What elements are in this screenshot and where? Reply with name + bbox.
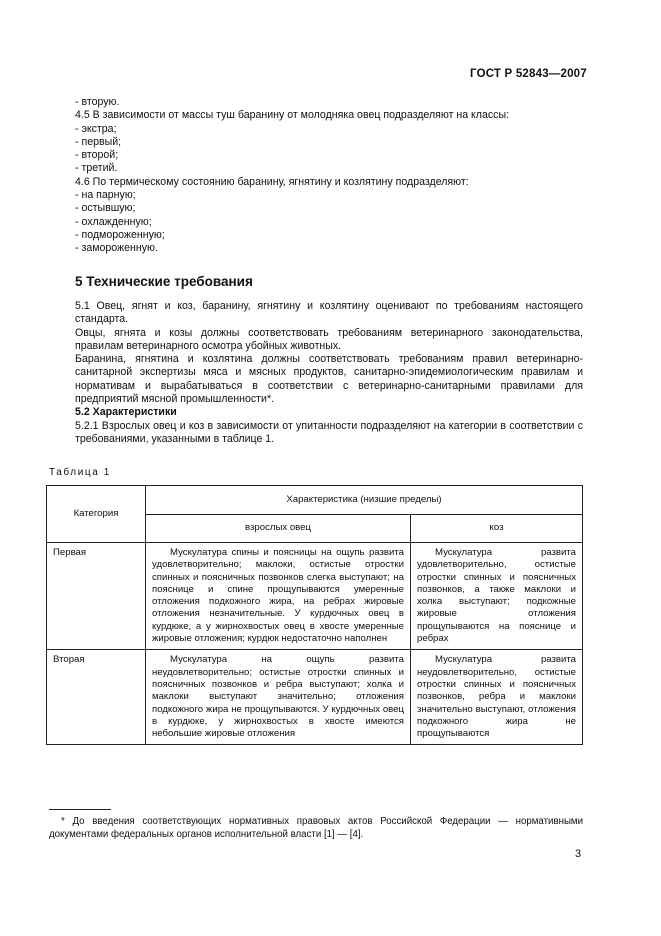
list-line: 4.5 В зависимости от массы туш баранину от молодняка овец подразделяют на классы:: [75, 109, 510, 122]
document-code: ГОСТ Р 52843—2007: [470, 68, 587, 80]
paragraph-5-1: 5.1 Овец, ягнят и коз, баранину, ягнятину и козлятину оценивают по требованиям настоящего стандарта.: [75, 300, 583, 326]
row-goats: Мускулатура развита удовлетворительно, остистые отростки спинных и поясничных позвонков, а также маклоки и холка выступают; подкожные жировые отложения прощупываются на пояснице и ребрах: [411, 543, 583, 650]
paragraph-5-2-1: 5.2.1 Взрослых овец и коз в зависимости от упитанности подразделяют на категории в соответствии с требованиями, указанными в таблице 1.: [75, 419, 583, 445]
list-line: - подмороженную;: [75, 228, 165, 241]
list-line: - экстра;: [75, 122, 117, 135]
section-body: [75, 300, 583, 446]
list-line: - остывшую;: [75, 202, 136, 215]
list-line: 4.6 По термическому состоянию баранину, ягнятину и козлятину подразделяют:: [75, 175, 469, 188]
intro-list: [75, 96, 585, 256]
table-row: [47, 543, 583, 650]
section-title: 5 Технические требования: [75, 274, 253, 289]
list-line: - вторую.: [75, 96, 120, 108]
header-category: Категория: [47, 486, 146, 543]
row-sheep: Мускулатура спины и поясницы на ощупь развита удовлетворительно; маклоки, остистые отростки спинных и поясничных позвонков слегка выступают; на пояснице и спине прощупываются умеренные отложения подкожного жира, на ребрах жировые отложения незначительные. У курдючных овец в курдюке, а у жирнохвостых овец в хвосте умеренные жировые отложения; курдюк недостаточно наполнен: [146, 543, 411, 650]
categories-table: [46, 485, 583, 745]
list-line: - третий.: [75, 162, 118, 175]
subsection-title: 5.2 Характеристики: [75, 406, 177, 419]
header-sheep: взрослых овец: [146, 514, 411, 543]
row-category: Первая: [47, 543, 146, 650]
row-goats: Мускулатура развита неудовлетворительно, остистые отростки спинных и поясничных позвонков, ребра и маклоки значительно выступают, отложения подкожного жира не прощупываются: [411, 650, 583, 745]
header-goats: коз: [411, 514, 583, 543]
row-sheep: Мускулатура на ощупь развита неудовлетворительно; остистые отростки спинных и поясничных позвонков и ребра выступают; холка и маклоки выступают значительно; отложения подкожного жира не прощупываются. У курдючных овец в курдюке, у жирнохвостых в хвосте имеются небольшие жировые отложения: [146, 650, 411, 745]
list-line: - замороженную.: [75, 242, 158, 255]
footnote: * До введения соответствующих нормативных правовых актов Российской Федерации — нормативными документами федеральных органов исполнительной власти [1] — [4].: [49, 816, 583, 840]
row-category: Вторая: [47, 650, 146, 745]
table-header-row: [47, 486, 583, 515]
header-characteristics: Характеристика (низшие пределы): [146, 486, 583, 515]
list-line: - первый;: [75, 135, 122, 148]
table-row: [47, 650, 583, 745]
page-number: 3: [575, 848, 582, 860]
list-line: - второй;: [75, 149, 119, 162]
list-line: - охлажденную;: [75, 215, 152, 228]
table-caption: Таблица 1: [49, 467, 111, 478]
list-line: - на парную;: [75, 189, 136, 202]
paragraph-requirements: Баранина, ягнятина и козлятина должны соответствовать требованиям правил ветеринарно-санитарной экспертизы мяса и мясных продуктов, санитарно-эпидемиологическим правилам и нормативам и вырабатываться в соответствии с ветеринарно-санитарными правилами для предприятий мясной промышленности*.: [75, 353, 583, 406]
paragraph-veterinary: Овцы, ягнята и козы должны соответствовать требованиям ветеринарного законодательства, правилам ветеринарного осмотра убойных животных.: [75, 326, 583, 352]
footnote-divider: [49, 809, 111, 810]
